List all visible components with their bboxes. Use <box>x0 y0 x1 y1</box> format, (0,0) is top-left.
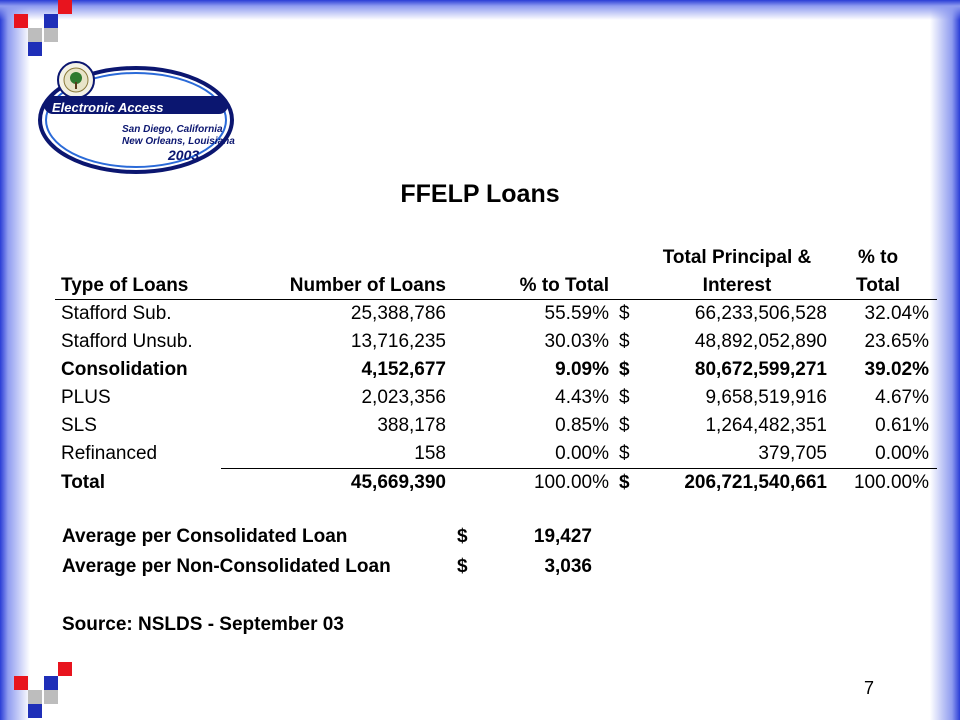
table-total-row <box>55 469 937 498</box>
logo-year: 2003 <box>168 147 200 163</box>
source-note: Source: NSLDS - September 03 <box>62 614 344 635</box>
row-type: Stafford Sub. <box>61 303 172 324</box>
row-type: Consolidation <box>61 359 188 380</box>
total-pct2: 100.00% <box>827 469 937 498</box>
row-number: 25,388,786 <box>350 303 446 324</box>
average-label: Average per Consolidated Loan <box>62 526 348 547</box>
row-type: Stafford Unsub. <box>61 331 193 352</box>
row-amount: 379,705 <box>758 443 827 464</box>
row-dollar: $ <box>619 331 630 352</box>
row-pct2: 0.00% <box>875 443 929 464</box>
total-dollar: $ <box>609 469 647 498</box>
row-pct: 4.43% <box>555 387 609 408</box>
row-dollar: $ <box>619 303 630 324</box>
row-number: 2,023,356 <box>361 387 446 408</box>
row-pct2: 32.04% <box>864 303 929 324</box>
row-number: 158 <box>414 443 446 464</box>
page-title: FFELP Loans <box>400 180 560 208</box>
row-pct2: 0.61% <box>875 415 929 436</box>
table-row <box>55 384 937 412</box>
header-number: Number of Loans <box>221 271 446 300</box>
row-amount: 80,672,599,271 <box>694 359 827 380</box>
average-label: Average per Non-Consolidated Loan <box>62 556 391 577</box>
average-dollar: $ <box>457 556 468 577</box>
row-type: SLS <box>61 415 97 436</box>
row-pct: 9.09% <box>555 359 609 380</box>
table-row <box>55 356 937 384</box>
row-type: PLUS <box>61 387 111 408</box>
row-amount: 48,892,052,890 <box>694 331 827 352</box>
logo-conference-name: Electronic Access Conference <box>52 100 164 130</box>
header-pct2-line2: Total <box>827 271 937 300</box>
header-pct-total: % to Total <box>446 271 609 300</box>
table-row <box>55 440 937 469</box>
table-row <box>55 328 937 356</box>
row-amount: 66,233,506,528 <box>694 303 827 324</box>
row-dollar: $ <box>619 387 630 408</box>
row-pct2: 4.67% <box>875 387 929 408</box>
total-type: Total <box>61 471 105 493</box>
row-pct: 55.59% <box>544 303 609 324</box>
table-header-row <box>55 271 937 300</box>
average-value: 19,427 <box>533 526 592 547</box>
row-pct: 0.85% <box>555 415 609 436</box>
logo-location-1: San Diego, California <box>122 124 223 135</box>
row-number: 13,716,235 <box>350 331 446 352</box>
loans-table <box>55 243 937 497</box>
header-principal-line1: Total Principal & <box>662 247 812 268</box>
header-type: Type of Loans <box>55 271 221 300</box>
total-amount: 206,721,540,661 <box>647 469 827 498</box>
total-number: 45,669,390 <box>221 469 446 498</box>
table-row <box>55 412 937 440</box>
row-number: 388,178 <box>377 415 446 436</box>
average-dollar: $ <box>457 526 468 547</box>
row-number: 4,152,677 <box>361 359 446 380</box>
logo-location-2: New Orleans, Louisiana <box>122 136 235 147</box>
row-dollar: $ <box>619 415 630 436</box>
table-row <box>55 300 937 329</box>
row-pct: 0.00% <box>555 443 609 464</box>
row-dollar: $ <box>619 359 630 380</box>
row-amount: 9,658,519,916 <box>705 387 827 408</box>
row-dollar: $ <box>619 443 630 464</box>
total-pct: 100.00% <box>446 469 609 498</box>
row-amount: 1,264,482,351 <box>705 415 827 436</box>
average-value: 3,036 <box>544 556 592 577</box>
table-header-top <box>55 243 937 271</box>
row-pct2: 23.65% <box>864 331 929 352</box>
header-principal-line2: Interest <box>647 271 827 300</box>
header-pct2-line1: % to <box>857 247 899 268</box>
conference-logo <box>36 58 236 178</box>
row-pct: 30.03% <box>544 331 609 352</box>
page-number: 7 <box>864 678 875 698</box>
row-pct2: 39.02% <box>864 359 929 380</box>
row-type: Refinanced <box>61 443 158 465</box>
